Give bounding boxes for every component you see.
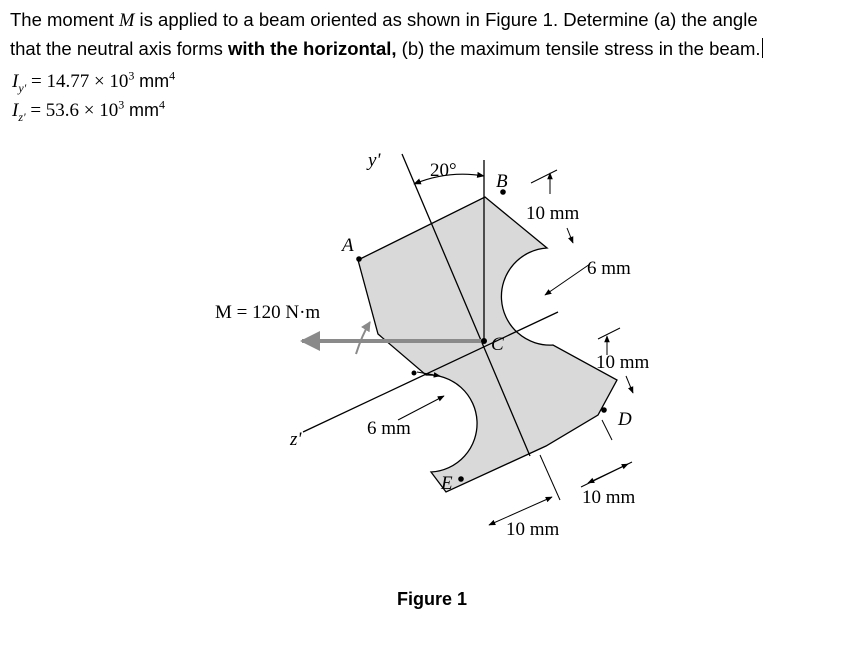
moment-rotation-tick bbox=[356, 322, 370, 354]
property-symbol: I bbox=[12, 100, 19, 121]
dim-top-ext bbox=[531, 170, 557, 183]
point-e-label: E bbox=[441, 473, 453, 494]
property-subscript: y' bbox=[18, 80, 27, 95]
property-exponent: 3 bbox=[118, 97, 125, 112]
radius-right-leader bbox=[545, 264, 590, 295]
moment-symbol: M bbox=[119, 11, 135, 31]
dim-right-ext bbox=[598, 328, 620, 339]
figure-caption: Figure 1 bbox=[397, 589, 468, 609]
problem-text: is applied to a beam oriented as shown in Figure 1. Determine (a) the angle bbox=[134, 9, 758, 30]
property-symbol: I bbox=[12, 71, 19, 92]
problem-text: The moment bbox=[10, 9, 119, 30]
dim-bottom-ext bbox=[540, 455, 560, 500]
point-a-label: A bbox=[342, 235, 354, 256]
dim-radius-right-label: 6 mm bbox=[587, 258, 631, 279]
property-unit: mm bbox=[129, 100, 160, 120]
y-prime-label: y' bbox=[368, 150, 381, 171]
dim-radius-left-label: 6 mm bbox=[367, 418, 411, 439]
dim-top-label: 10 mm bbox=[526, 203, 580, 224]
z-prime-label: z' bbox=[290, 429, 302, 450]
problem-text: (b) the maximum tensile stress in the beam. bbox=[396, 38, 761, 59]
angle-label: 20° bbox=[430, 160, 457, 181]
property-unit-exponent: 4 bbox=[169, 68, 176, 83]
point-b-label: B bbox=[496, 171, 508, 192]
point-d-label: D bbox=[618, 409, 632, 430]
point-d-marker bbox=[601, 407, 607, 413]
property-subscript: z' bbox=[18, 109, 26, 124]
dim-bottom-label: 10 mm bbox=[506, 519, 560, 540]
radius-left-leader bbox=[398, 396, 444, 420]
dim-br-line bbox=[588, 464, 628, 483]
point-c-label: C bbox=[491, 334, 504, 355]
point-e-marker bbox=[458, 476, 464, 482]
point-c-marker bbox=[481, 338, 487, 344]
point-a-marker bbox=[356, 256, 362, 262]
problem-emphasis: with the horizontal, bbox=[228, 38, 397, 59]
dim-bottom-right-label: 10 mm bbox=[582, 487, 636, 508]
dim-right-arrow2 bbox=[626, 376, 633, 393]
property-unit: mm bbox=[139, 71, 170, 91]
moment-label: M = 120 N·m bbox=[215, 302, 321, 323]
dim-right-label: 10 mm bbox=[596, 352, 650, 373]
dim-top-line2 bbox=[567, 228, 573, 243]
property-exponent: 3 bbox=[128, 68, 135, 83]
property-value: = 53.6 × 10 bbox=[30, 100, 119, 121]
property-unit-exponent: 4 bbox=[159, 97, 166, 112]
dim-br-ext1 bbox=[602, 420, 612, 440]
left-radius-marker bbox=[412, 371, 417, 376]
problem-text: that the neutral axis forms bbox=[10, 38, 228, 59]
property-value: = 14.77 × 10 bbox=[30, 71, 129, 92]
